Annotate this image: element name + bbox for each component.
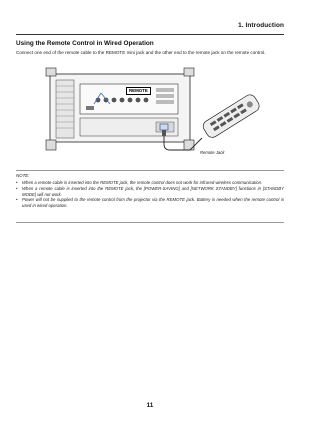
remote-jack-callout: Remote Jack — [200, 150, 225, 155]
chapter-title: 1. Introduction — [238, 22, 284, 29]
bullet-icon: • — [16, 197, 18, 203]
projector-remote-illustration — [40, 66, 270, 166]
note-heading: NOTE: — [16, 173, 30, 178]
projector-drawing — [40, 66, 270, 166]
notes-top-rule — [16, 170, 284, 171]
intro-paragraph: Connect one end of the remote cable to the REMOTE mini jack and the other end to the remote jack on the remote control. — [16, 50, 266, 55]
remote-jack-tag: REMOTE — [126, 87, 151, 95]
note-text: When a remote cable is inserted into the REMOTE jack, the [POWER-SAVING] and [NETWORK STANDBY] functions in [STANDBY MODE] will not work. — [22, 185, 284, 197]
section-title: Using the Remote Control in Wired Operation — [16, 40, 154, 47]
bullet-icon: • — [16, 185, 18, 191]
note-list — [16, 180, 284, 209]
chapter-header — [16, 22, 284, 35]
bullet-icon: • — [16, 180, 18, 185]
notes-bottom-rule — [16, 222, 284, 223]
note-text: When a remote cable is inserted into the REMOTE jack, the remote control does not work for infrared wireless communication. — [22, 180, 263, 185]
note-item — [16, 186, 284, 198]
page-number: 11 — [146, 402, 154, 409]
note-text: Power will not be supplied to the remote control from the projector via the REMOTE jack. Battery is needed when the remote control is used in wired operation. — [22, 197, 284, 209]
note-item — [16, 197, 284, 209]
